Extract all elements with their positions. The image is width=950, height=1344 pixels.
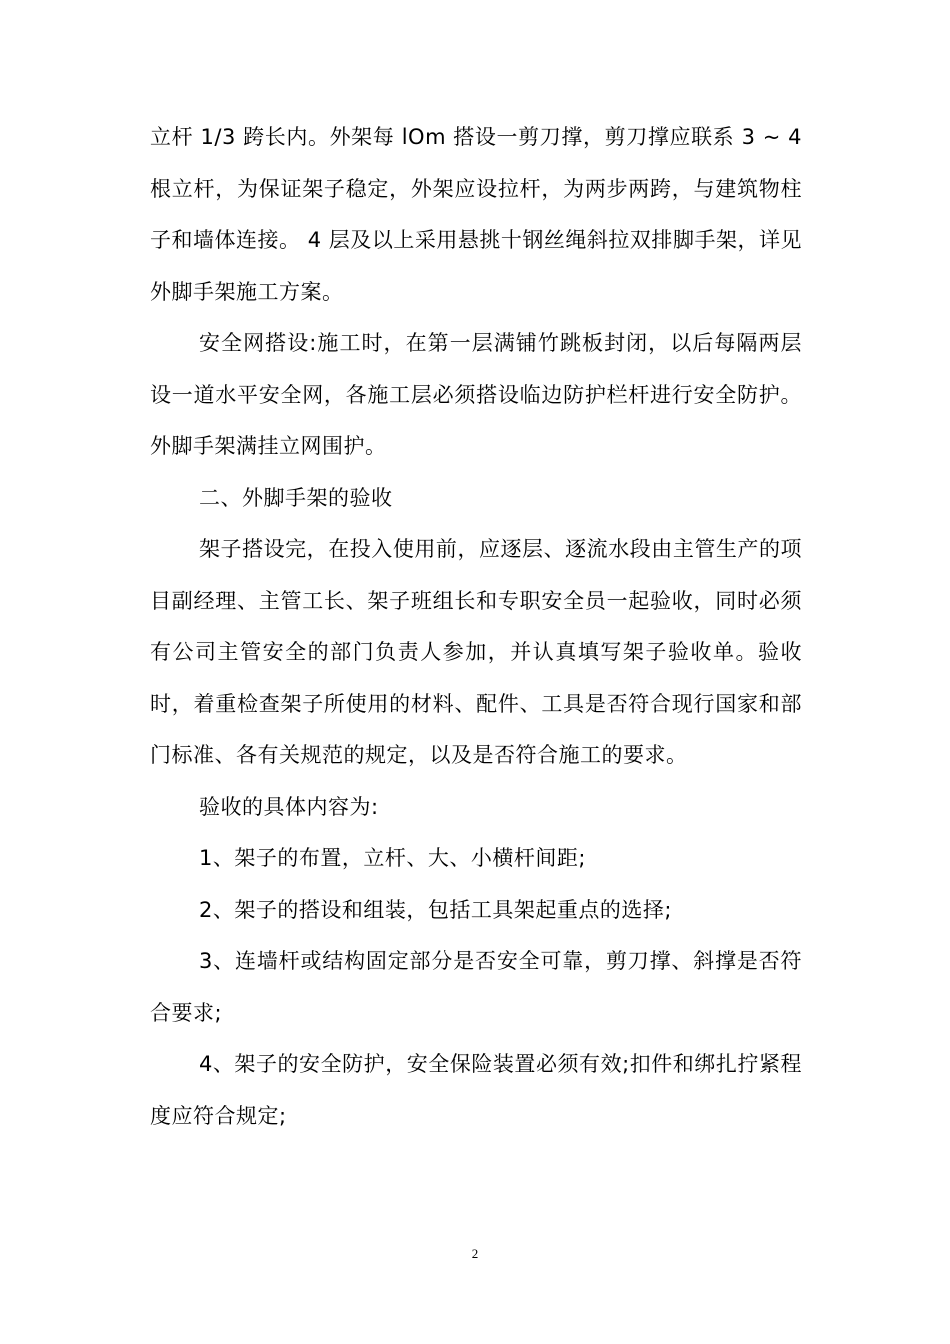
section-heading-acceptance: 二、外脚手架的验收 xyxy=(199,485,393,510)
list-item-2: 2、架子的搭设和组装，包括工具架起重点的选择; xyxy=(199,897,672,922)
list-item-3: 3、连墙杆或结构固定部分是否安全可靠，剪刀撑、斜撑是否符合要求; xyxy=(150,949,802,1025)
paragraph-acceptance-procedure: 架子搭设完，在投入使用前，应逐层、逐流水段由主管生产的项目副经理、主管工长、架子班组长和专职安全员一起验收，同时必须有公司主管安全的部门负责人参加，并认真填写架子验收单。验收时，着重检查架子所使用的材料、配件、工具是否符合现行国家和部门标准、各有关规范的规定，以及是否符合施工的要求。 xyxy=(150,537,802,767)
paragraph-acceptance-contents-intro: 验收的具体内容为: xyxy=(199,794,379,819)
paragraph-safety-net: 安全网搭设:施工时，在第一层满铺竹跳板封闭，以后每隔两层设一道水平安全网，各施工层必须搭设临边防护栏杆进行安全防护。外脚手架满挂立网围护。 xyxy=(150,331,802,458)
page-number: 2 xyxy=(471,1246,479,1261)
document-body xyxy=(150,112,802,1142)
list-item-1: 1、架子的布置，立杆、大、小横杆间距; xyxy=(199,846,586,870)
paragraph-scaffold-bracing: 立杆 1/3 跨长内。外架每 lOm 搭设一剪刀撑，剪刀撑应联系 3 ~ 4 根立杆，为保证架子稳定，外架应设拉杆，为两步两跨，与建筑物柱子和墙体连接。 4 层及以上采用悬挑十钢丝绳斜拉双排脚手架，详见外脚手架施工方案。 xyxy=(150,125,802,304)
list-item-4: 4、架子的安全防护，安全保险装置必须有效;扣件和绑扎拧紧程度应符合规定; xyxy=(150,1052,802,1128)
